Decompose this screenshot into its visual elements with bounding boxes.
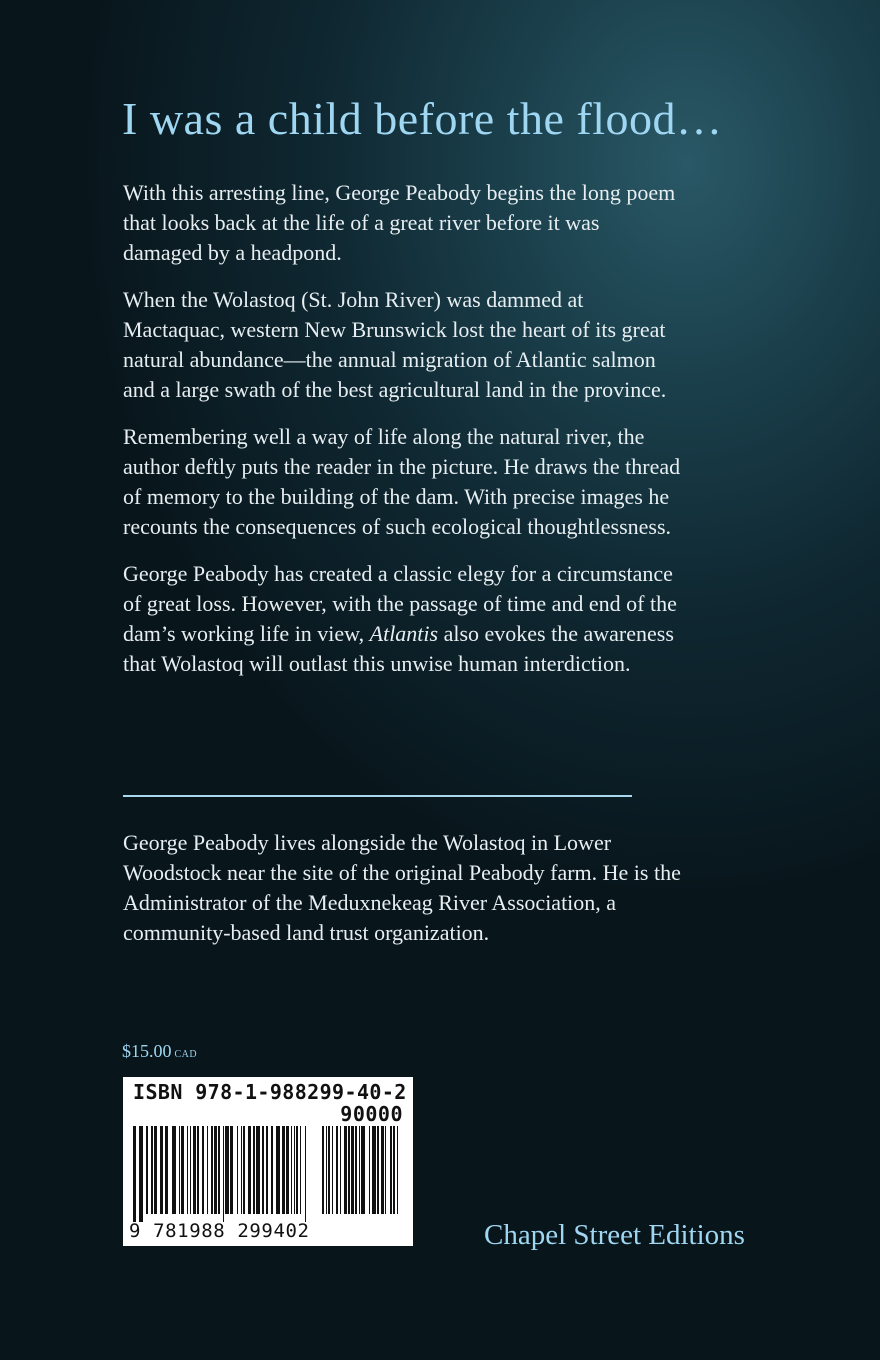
description-paragraph-2: When the Wolastoq (St. John River) was dammed at Mactaquac, western New Brunswick lost the heart of its great natural abundance—the annual migration of Atlantic salmon and a large swath of the best agricultural land in the province. [123,287,667,402]
price-code: 90000 [340,1102,403,1126]
isbn-label: ISBN 978-1-988299-40-2 [133,1080,407,1104]
barcode-bar [340,1126,341,1214]
barcode-bar [390,1126,392,1214]
barcode-bar [243,1126,245,1214]
barcode-bar [355,1126,357,1214]
barcode-bar [154,1126,157,1214]
barcode-bar [262,1126,264,1214]
barcode-bar [282,1126,285,1214]
barcode-bar [160,1126,163,1214]
paragraph-4-intro: George Peabody has created a classic elegy for a circumstance of great loss. However, with the passage of time and end of the dam’s working life in view, [123,561,677,646]
barcode-bar [286,1126,289,1214]
barcode-bar [326,1126,327,1214]
description [123,178,683,696]
barcode-bar [344,1126,347,1214]
price [122,1041,197,1062]
price-amount: $15.00 [122,1041,172,1061]
barcode-bar [276,1126,280,1214]
barcode-bar [197,1126,199,1214]
addon-bars [322,1126,402,1214]
barcode-bar [253,1126,255,1214]
barcode-bar [214,1126,217,1214]
barcode-bar [291,1126,292,1214]
barcode-bar [397,1126,398,1214]
barcode-digits: 9 781988 299402 [129,1220,310,1242]
barcode-bar [266,1126,268,1214]
barcode-bar [190,1126,191,1214]
book-title-italic: Atlantis [369,621,439,646]
barcode-bar [172,1126,176,1214]
barcode-bar [179,1126,180,1214]
barcode-bar [202,1126,204,1214]
barcode-bar [223,1126,224,1222]
barcode-bar [351,1126,354,1214]
barcode-bar [241,1126,242,1214]
barcode-bar [300,1126,301,1214]
headline: I was a child before the flood… [122,93,723,144]
barcode-bar [218,1126,220,1214]
description-paragraph-4 [123,559,683,679]
publisher-name: Chapel Street Editions [484,1219,745,1251]
barcode-bar [385,1126,386,1214]
description-paragraph-3: Remembering well a way of life along the natural river, the author deftly puts the reader in the picture. He draws the thread of memory to the building of the dam. With precise images he recounts the consequences of such ecological thoughtlessness. [123,424,681,539]
barcode-bar [328,1126,330,1214]
barcode-bar [296,1126,298,1214]
barcode-bar [372,1126,376,1214]
barcode-bar [359,1126,360,1214]
isbn-barcode [123,1077,413,1246]
barcode-bar [151,1126,153,1214]
barcode-bar [165,1126,168,1214]
barcode-bar [181,1126,184,1214]
author-bio: George Peabody lives alongside the Wolastoq in Lower Woodstock near the site of the original Peabody farm. He is the Administrator of the Meduxnekeag River Association, a community-based land trust organization. [123,830,681,945]
barcode-bar [139,1126,143,1222]
barcode-bar [322,1126,324,1214]
divider-rule [123,795,632,797]
barcode-bar [193,1126,196,1214]
barcode-bar [348,1126,350,1214]
barcode-bar [133,1126,136,1222]
description-paragraph-1: With this arresting line, George Peabody begins the long poem that looks back at the life of a great river before it was damaged by a headpond. [123,180,676,265]
barcode-bar [230,1126,233,1214]
barcode-bar [369,1126,370,1214]
barcode-bar [381,1126,384,1214]
barcode-bar [361,1126,365,1214]
barcode-bar [225,1126,229,1214]
barcode-bar [248,1126,251,1214]
barcode-bar [332,1126,333,1214]
barcode-bar [336,1126,338,1214]
price-currency: CAD [174,1049,198,1060]
barcode-bar [271,1126,273,1214]
barcode-bar [256,1126,260,1214]
paragraph-4-outro: also evokes the awareness that Wolastoq will outlast this unwise human interdiction. [123,621,674,676]
barcode-bar [146,1126,148,1214]
barcode-bar [294,1126,295,1214]
ean13-bars [133,1126,309,1222]
barcode-bar [207,1126,208,1214]
barcode-bar [377,1126,379,1214]
barcode-bar [305,1126,306,1222]
barcode-bar [211,1126,213,1214]
barcode-bar [393,1126,395,1214]
barcode-bar [187,1126,188,1214]
barcode-bar [237,1126,238,1214]
